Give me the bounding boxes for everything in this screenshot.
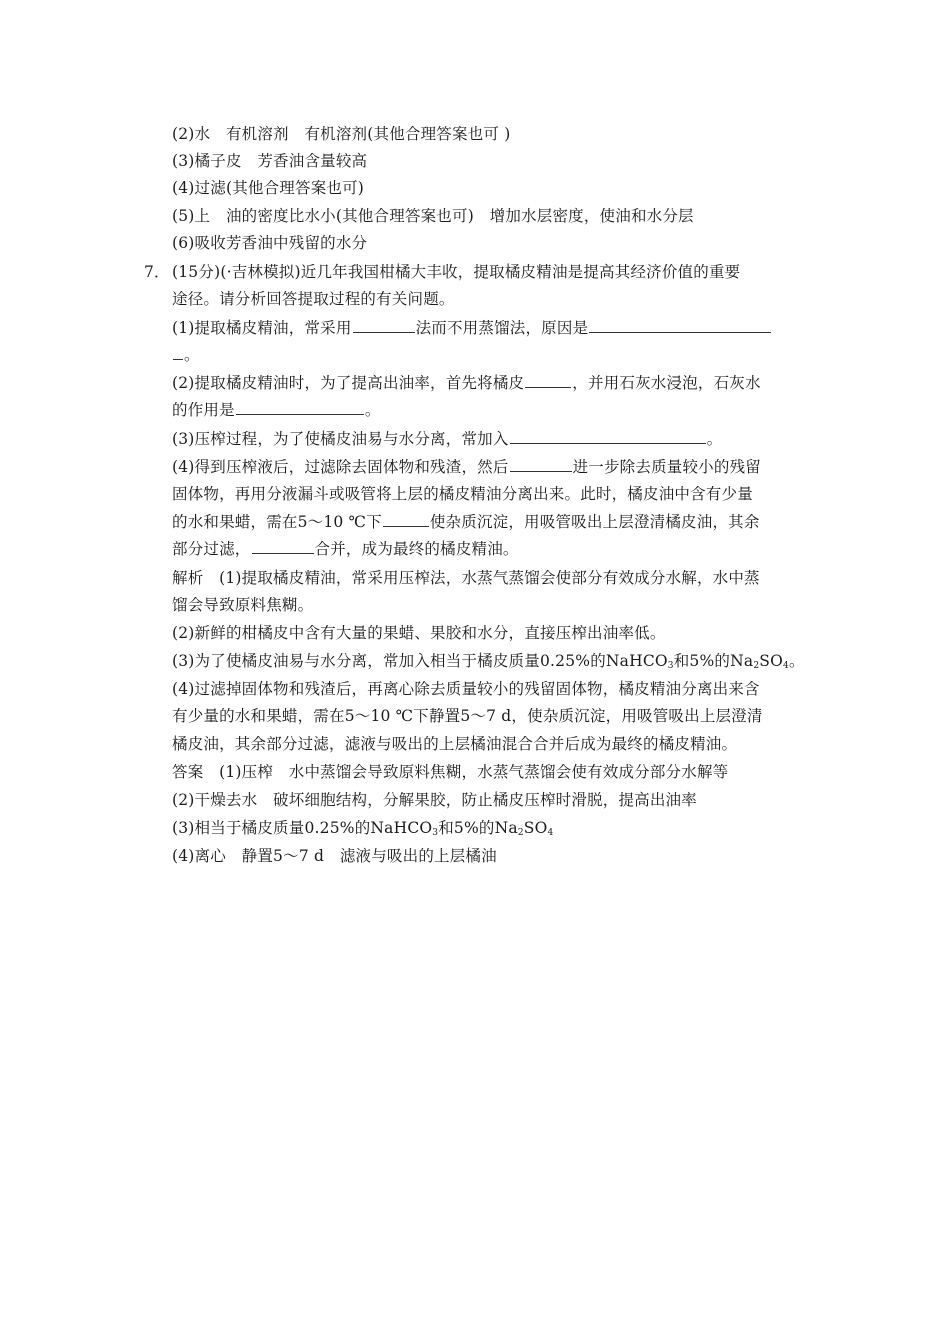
question-part-2-cont: 的作用是 。 [172,401,381,419]
answer-blank [252,539,314,554]
question-number: 7． [144,263,170,281]
answer-line-2: (2)干燥去水 破坏细胞结构，分解果胶，防止橘皮压榨时滑脱，提高出油率 [172,791,697,809]
question-part-3: (3)压榨过程，为了使橘皮油易与水分离，常加入 。 [172,430,723,448]
question-part-4: (4)得到压榨液后，过滤除去固体物和残渣，然后 进一步除去质量较小的残留 [172,458,761,476]
answer-blank [353,318,415,333]
answer-blank [525,373,571,388]
answer-blank [589,318,771,333]
analysis-line-2: 馏会导致原料焦糊。 [172,596,314,614]
answer-blank [173,345,183,360]
prev-answer-5: (5)上 油的密度比水小(其他合理答案也可) 增加水层密度，使油和水分层 [172,207,694,225]
answer-line-3: (3)相当于橘皮质量0.25%的NaHCO$_3$和5%的$Na_2SO_4$ [172,819,554,838]
prev-answer-3: (3)橘子皮 芳香油含量较高 [172,152,368,170]
analysis-line-1: 解析 (1)提取橘皮精油，常采用压榨法，水蒸气蒸馏会使部分有效成分水解，水中蒸 [172,569,760,587]
analysis-line-7: 橘皮油，其余部分过滤，滤液与吸出的上层橘油混合合并后成为最终的橘皮精油。 [172,735,738,753]
prev-answer-4: (4)过滤(其他合理答案也可) [172,179,365,197]
answer-blank [510,429,706,444]
answer-line-1: 答案 (1)压榨 水中蒸馏会导致原料焦糊，水蒸气蒸馏会使有效成分部分水解等 [172,763,729,781]
prev-answer-2: (2)水 有机溶剂 有机溶剂(其他合理答案也可 ) [172,125,511,143]
analysis-line-4: (3)为了使橘皮油易与水分离，常加入相当于橘皮质量0.25%的NaHCO$_3$和5%的$Na_2SO_4$。 [172,652,805,671]
analysis-line-3: (2)新鲜的柑橘皮中含有大量的果蜡、果胶和水分，直接压榨出油率低。 [172,624,666,642]
answer-blank [510,457,572,472]
analysis-line-5: (4)过滤掉固体物和残渣后，再离心除去质量较小的残留固体物，橘皮精油分离出来含 [172,680,760,698]
question-part-4-line-3: 的水和果蜡，需在5～10 ℃下 使杂质沉淀，用吸管吸出上层澄清橘皮油，其余 [172,513,760,531]
question-part-4-line-2: 固体物，再用分液漏斗或吸管将上层的橘皮精油分离出来。此时，橘皮油中含有少量 [172,485,753,503]
question-part-1: (1)提取橘皮精油，常采用 法而不用蒸馏法，原因是 [172,318,822,338]
question-part-4-line-4: 部分过滤， 合并，成为最终的橘皮精油。 [172,540,519,558]
answer-blank [383,512,429,527]
answer-blank [236,400,364,415]
question-part-2: (2)提取橘皮精油时，为了提高出油率，首先将橘皮 ，并用石灰水浸泡，石灰水 [172,374,761,392]
analysis-line-6: 有少量的水和果蜡，需在5～10 ℃下静置5～7 d，使杂质沉淀，用吸管吸出上层澄清 [172,707,763,725]
question-part-1-cont: 。 [172,345,822,365]
answer-line-4: (4)离心 静置5～7 d 滤液与吸出的上层橘油 [172,847,497,865]
question-stem-line-2: 途径。请分析回答提取过程的有关问题。 [172,290,455,308]
question-stem-line-1: 7． (15分)(·吉林模拟)近几年我国柑橘大丰收，提取橘皮精油是提高其经济价值的重要 [144,263,741,281]
prev-answer-6: (6)吸收芳香油中残留的水分 [172,234,368,252]
